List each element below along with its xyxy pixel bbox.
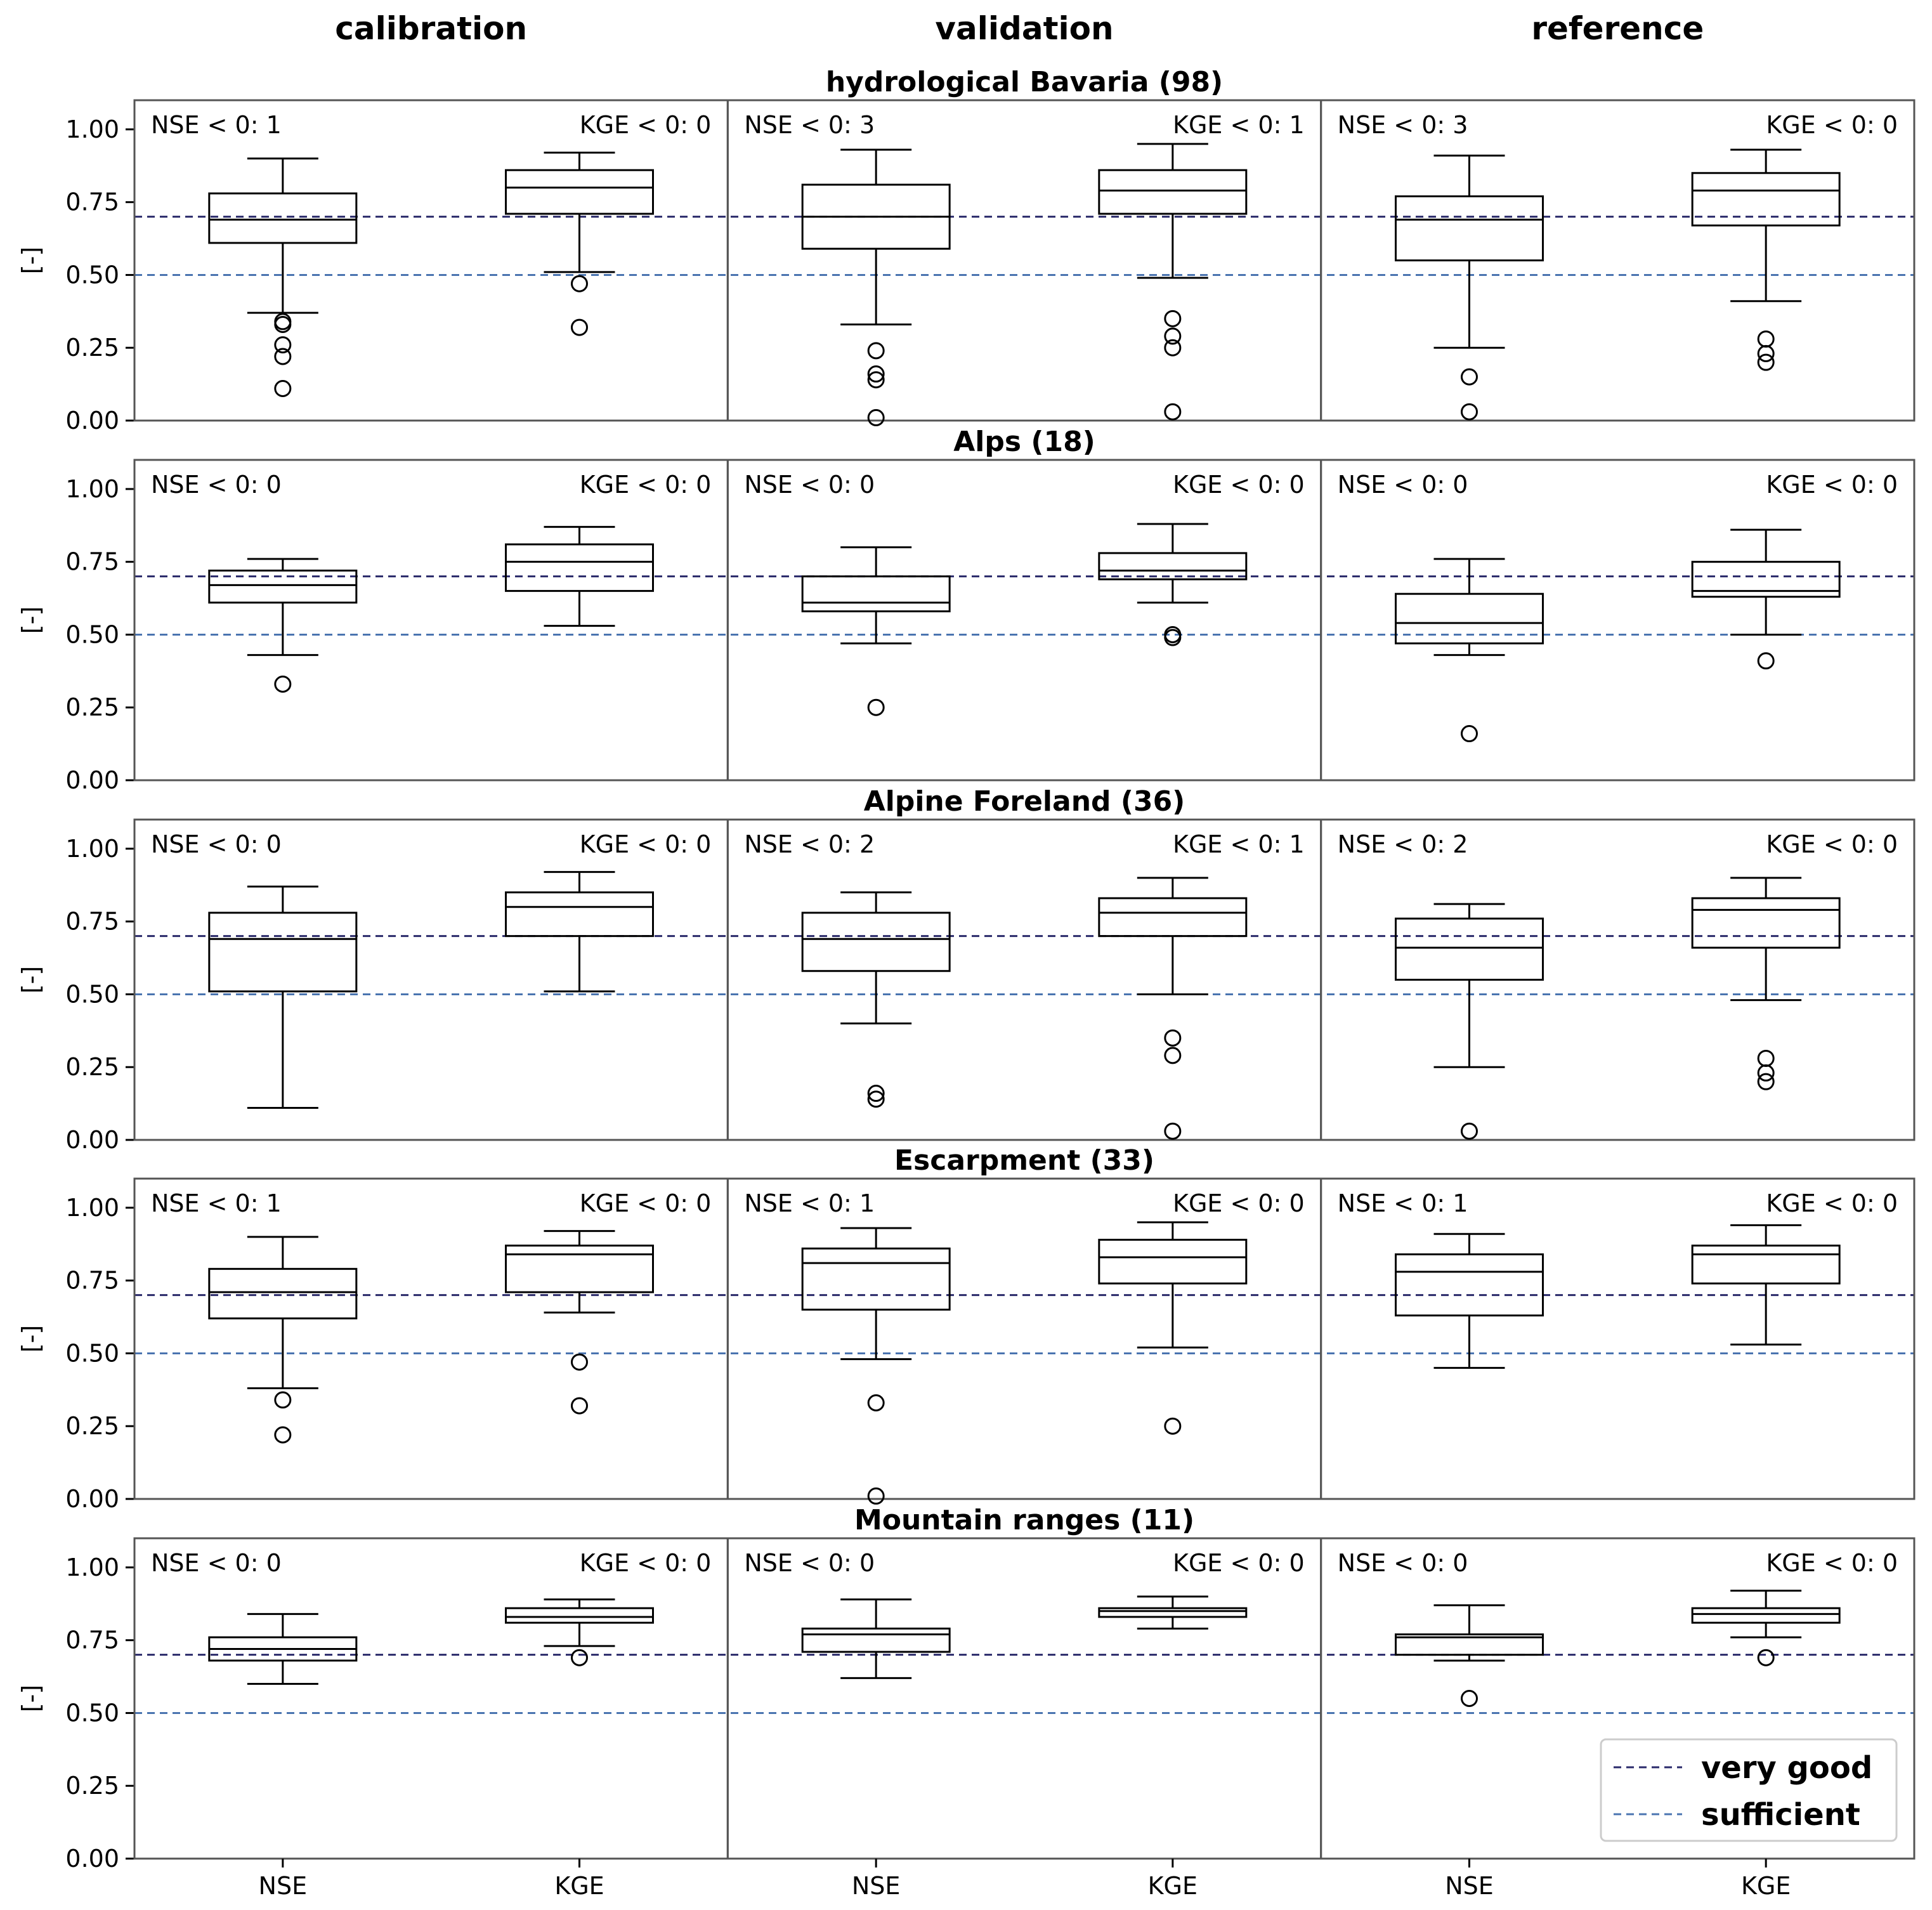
panel-frame bbox=[134, 1538, 728, 1859]
nse-negative-count: NSE < 0: 1 bbox=[744, 1189, 875, 1217]
kge-outlier-point bbox=[1165, 311, 1180, 326]
kge-negative-count: KGE < 0: 0 bbox=[1766, 111, 1898, 139]
panel-frame bbox=[728, 1538, 1321, 1859]
nse-negative-count: NSE < 0: 0 bbox=[151, 471, 282, 499]
column-title-validation: validation bbox=[935, 10, 1114, 47]
kge-negative-count: KGE < 0: 0 bbox=[579, 1549, 712, 1577]
nse-box bbox=[1396, 197, 1543, 261]
panel-frame bbox=[728, 820, 1321, 1140]
nse-negative-count: NSE < 0: 0 bbox=[151, 830, 282, 858]
y-tick-label: 0.25 bbox=[65, 693, 119, 722]
x-tick-label: NSE bbox=[258, 1872, 308, 1900]
kge-outlier-point bbox=[1165, 1418, 1180, 1434]
nse-box bbox=[802, 577, 950, 612]
kge-outlier-point bbox=[1758, 346, 1773, 361]
nse-box bbox=[1396, 594, 1543, 643]
nse-box bbox=[209, 570, 356, 603]
kge-box bbox=[1099, 1608, 1246, 1617]
y-tick-label: 0.00 bbox=[65, 1485, 119, 1513]
nse-negative-count: NSE < 0: 2 bbox=[1337, 830, 1468, 858]
kge-negative-count: KGE < 0: 0 bbox=[1766, 1189, 1898, 1217]
kge-outlier-point bbox=[1165, 1048, 1180, 1063]
panel-frame bbox=[728, 460, 1321, 780]
nse-outlier-point bbox=[275, 349, 290, 364]
kge-outlier-point bbox=[1165, 340, 1180, 355]
row-title: Alps (18) bbox=[953, 426, 1095, 458]
kge-negative-count: KGE < 0: 0 bbox=[579, 830, 712, 858]
y-axis-label: [-] bbox=[17, 246, 45, 275]
nse-outlier-point bbox=[1462, 1123, 1477, 1139]
kge-negative-count: KGE < 0: 0 bbox=[579, 1189, 712, 1217]
row-title: Alpine Foreland (36) bbox=[863, 785, 1185, 818]
nse-negative-count: NSE < 0: 0 bbox=[1337, 1549, 1468, 1577]
kge-box bbox=[506, 1246, 653, 1292]
y-tick-label: 0.00 bbox=[65, 766, 119, 794]
nse-outlier-point bbox=[1462, 1691, 1477, 1706]
panel-frame bbox=[134, 1179, 728, 1499]
kge-negative-count: KGE < 0: 0 bbox=[1173, 471, 1305, 499]
y-tick-label: 0.00 bbox=[65, 1845, 119, 1873]
column-title-reference: reference bbox=[1531, 10, 1704, 47]
y-tick-label: 0.25 bbox=[65, 334, 119, 362]
panel-frame bbox=[728, 1179, 1321, 1499]
legend-sufficient-label: sufficient bbox=[1701, 1797, 1860, 1833]
y-axis-label: [-] bbox=[17, 1325, 45, 1353]
kge-outlier-point bbox=[1758, 1074, 1773, 1089]
nse-negative-count: NSE < 0: 3 bbox=[744, 111, 875, 139]
nse-outlier-point bbox=[868, 343, 884, 358]
panel-frame bbox=[134, 100, 728, 421]
nse-negative-count: NSE < 0: 1 bbox=[151, 111, 282, 139]
nse-negative-count: NSE < 0: 0 bbox=[1337, 471, 1468, 499]
kge-outlier-point bbox=[572, 1398, 587, 1413]
panel-frame bbox=[134, 460, 728, 780]
kge-outlier-point bbox=[1165, 1123, 1180, 1139]
nse-outlier-point bbox=[275, 1392, 290, 1408]
kge-outlier-point bbox=[572, 1354, 587, 1370]
kge-outlier-point bbox=[1758, 1650, 1773, 1665]
y-axis-label: [-] bbox=[17, 606, 45, 634]
nse-box bbox=[802, 1248, 950, 1309]
nse-box bbox=[1396, 1254, 1543, 1315]
kge-box bbox=[1692, 1246, 1839, 1284]
kge-outlier-point bbox=[1758, 355, 1773, 370]
nse-negative-count: NSE < 0: 2 bbox=[744, 830, 875, 858]
y-tick-label: 1.00 bbox=[65, 474, 119, 503]
nse-outlier-point bbox=[275, 677, 290, 692]
kge-negative-count: KGE < 0: 1 bbox=[1173, 111, 1305, 139]
nse-outlier-point bbox=[868, 1396, 884, 1411]
kge-negative-count: KGE < 0: 0 bbox=[1173, 1549, 1305, 1577]
nse-negative-count: NSE < 0: 0 bbox=[744, 471, 875, 499]
panel-frame bbox=[1321, 460, 1914, 780]
nse-outlier-point bbox=[868, 410, 884, 425]
nse-outlier-point bbox=[868, 1488, 884, 1503]
y-tick-label: 0.75 bbox=[65, 907, 119, 936]
y-tick-label: 0.75 bbox=[65, 1626, 119, 1654]
y-tick-label: 1.00 bbox=[65, 1553, 119, 1581]
kge-outlier-point bbox=[1758, 653, 1773, 669]
y-tick-label: 1.00 bbox=[65, 115, 119, 143]
y-tick-label: 1.00 bbox=[65, 834, 119, 863]
nse-box bbox=[802, 913, 950, 971]
nse-outlier-point bbox=[1462, 404, 1477, 419]
kge-box bbox=[1099, 1240, 1246, 1283]
kge-negative-count: KGE < 0: 0 bbox=[1766, 471, 1898, 499]
x-tick-label: NSE bbox=[1445, 1872, 1494, 1900]
y-tick-label: 0.00 bbox=[65, 1126, 119, 1154]
kge-outlier-point bbox=[1165, 1030, 1180, 1045]
kge-box bbox=[506, 544, 653, 591]
kge-outlier-point bbox=[1758, 1050, 1773, 1066]
kge-negative-count: KGE < 0: 0 bbox=[579, 111, 712, 139]
x-tick-label: KGE bbox=[1740, 1872, 1791, 1900]
nse-outlier-point bbox=[1462, 726, 1477, 742]
y-tick-label: 0.25 bbox=[65, 1772, 119, 1800]
kge-box bbox=[1099, 553, 1246, 579]
kge-negative-count: KGE < 0: 0 bbox=[1766, 830, 1898, 858]
y-tick-label: 0.75 bbox=[65, 1266, 119, 1295]
y-axis-label: [-] bbox=[17, 965, 45, 994]
y-tick-label: 1.00 bbox=[65, 1193, 119, 1222]
column-title-calibration: calibration bbox=[335, 10, 528, 47]
nse-outlier-point bbox=[1462, 369, 1477, 384]
kge-outlier-point bbox=[572, 320, 587, 335]
y-tick-label: 0.25 bbox=[65, 1412, 119, 1441]
kge-negative-count: KGE < 0: 0 bbox=[1173, 1189, 1305, 1217]
y-tick-label: 0.50 bbox=[65, 1339, 119, 1368]
kge-box bbox=[1099, 898, 1246, 936]
y-tick-label: 0.75 bbox=[65, 188, 119, 216]
kge-negative-count: KGE < 0: 0 bbox=[1766, 1549, 1898, 1577]
y-tick-label: 0.25 bbox=[65, 1053, 119, 1082]
y-tick-label: 0.50 bbox=[65, 620, 119, 649]
kge-negative-count: KGE < 0: 1 bbox=[1173, 830, 1305, 858]
panel-frame bbox=[728, 100, 1321, 421]
kge-box bbox=[1099, 170, 1246, 214]
nse-outlier-point bbox=[275, 1427, 290, 1442]
kge-negative-count: KGE < 0: 0 bbox=[579, 471, 712, 499]
kge-box bbox=[506, 893, 653, 936]
y-axis-label: [-] bbox=[17, 1684, 45, 1713]
kge-box bbox=[1692, 898, 1839, 948]
kge-box bbox=[1692, 1608, 1839, 1623]
kge-outlier-point bbox=[1758, 1065, 1773, 1080]
nse-box bbox=[209, 193, 356, 243]
x-tick-label: KGE bbox=[1147, 1872, 1198, 1900]
kge-box bbox=[506, 1608, 653, 1623]
y-tick-label: 0.50 bbox=[65, 980, 119, 1009]
nse-negative-count: NSE < 0: 3 bbox=[1337, 111, 1468, 139]
y-tick-label: 0.75 bbox=[65, 547, 119, 576]
row-title: Escarpment (33) bbox=[894, 1144, 1155, 1177]
nse-box bbox=[802, 1628, 950, 1652]
kge-outlier-point bbox=[572, 276, 587, 291]
kge-outlier-point bbox=[572, 1650, 587, 1665]
kge-outlier-point bbox=[1758, 331, 1773, 346]
legend-very-good-label: very good bbox=[1701, 1750, 1873, 1786]
kge-box bbox=[506, 170, 653, 214]
nse-negative-count: NSE < 0: 0 bbox=[151, 1549, 282, 1577]
row-title: hydrological Bavaria (98) bbox=[825, 66, 1224, 98]
y-tick-label: 0.50 bbox=[65, 261, 119, 289]
nse-negative-count: NSE < 0: 1 bbox=[1337, 1189, 1468, 1217]
nse-outlier-point bbox=[868, 700, 884, 715]
y-tick-label: 0.00 bbox=[65, 407, 119, 435]
x-tick-label: KGE bbox=[554, 1872, 604, 1900]
x-tick-label: NSE bbox=[851, 1872, 901, 1900]
nse-box bbox=[209, 1269, 356, 1318]
panel-frame bbox=[1321, 1179, 1914, 1499]
kge-outlier-point bbox=[1165, 404, 1180, 419]
row-title: Mountain ranges (11) bbox=[854, 1504, 1195, 1536]
y-tick-label: 0.50 bbox=[65, 1699, 119, 1727]
nse-negative-count: NSE < 0: 0 bbox=[744, 1549, 875, 1577]
nse-outlier-point bbox=[275, 381, 290, 396]
nse-box bbox=[1396, 919, 1543, 979]
panel-frame bbox=[134, 820, 728, 1140]
nse-negative-count: NSE < 0: 1 bbox=[151, 1189, 282, 1217]
nse-box bbox=[209, 913, 356, 991]
